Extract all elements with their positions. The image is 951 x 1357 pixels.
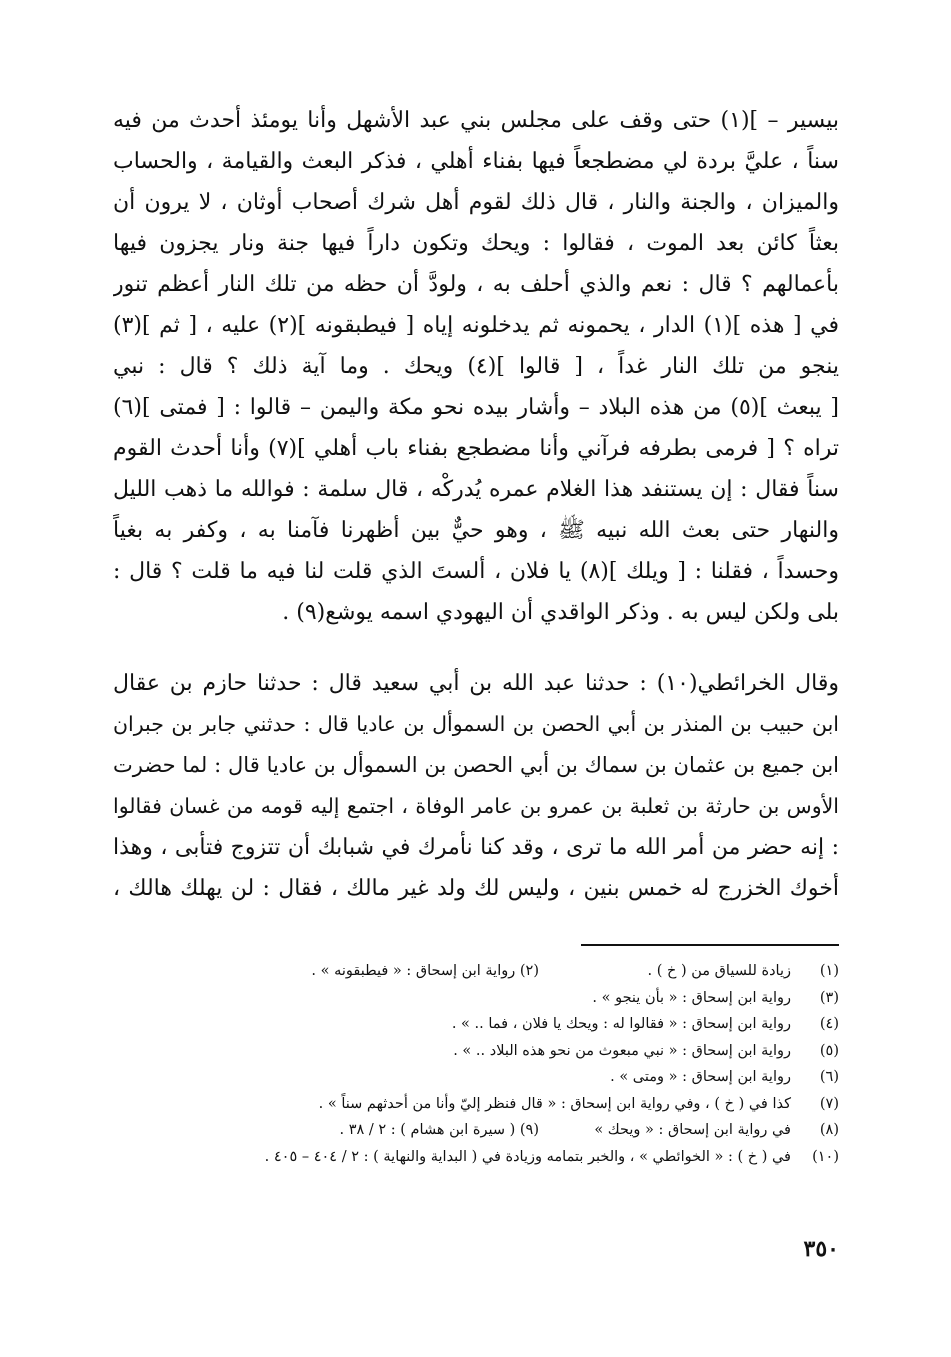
footnote-number: (١): [819, 963, 839, 979]
text-line: سناً ، عليَّ بردة لي مضطجعاً فيها بفناء أهلي ، فذكر البعث والقيامة ، والحساب: [113, 149, 839, 174]
footnote-number: (١٠): [812, 1148, 839, 1165]
footnote-number: (٨): [819, 1122, 839, 1138]
footnote-text: رواية ابن إسحاق : « بأن ينجو » .: [592, 989, 791, 1006]
footnote-text: رواية ابن إسحاق : « نبي مبعوث من نحو هذه البلاد .. » .: [453, 1042, 791, 1059]
footnote-text: رواية ابن إسحاق : « ومتى » .: [610, 1069, 791, 1085]
footnote-number: (٢): [519, 963, 539, 979]
text-line: بعثاً كائن بعد الموت ، فقالوا : ويحك وتكون داراً فيها جنة ونار يجزون فيها: [113, 231, 839, 256]
text-line: تراه ؟ [ فرمى بطرفه فرآني وأنا مضطجع بفناء باب أهلي ](٧) وأنا أحدث القوم: [113, 436, 839, 461]
paragraph-2: [113, 663, 839, 909]
footnote-number: (٥): [819, 1042, 839, 1059]
text-line: : إنه حضر من أمر الله ما ترى ، وقد كنا نأمرك في شبابك أن تتزوج فتأبى ، وهذا: [113, 835, 839, 860]
text-line: [ يبعث ](٥) من هذه البلاد – وأشار بيده نحو مكة واليمن – قالوا : [ فمتى ](٦): [113, 395, 839, 420]
page-number: ٣٥٠: [803, 1236, 839, 1262]
text-line: وقال الخرائطي(١٠) : حدثنا عبد الله بن أبي سعيد قال : حدثنا حازم بن عقال: [113, 671, 839, 696]
text-line: بيسير – ](١) حتى وقف على مجلس بني عبد الأشهل وأنا يومئذ أحدث من فيه: [113, 108, 839, 133]
footnote-2: [311, 958, 539, 985]
footnote-4: [113, 1011, 839, 1038]
footnote-number: (٩): [519, 1122, 539, 1138]
footnote-text: زيادة للسياق من ( خ ) .: [647, 963, 791, 979]
footnote-8: [113, 1117, 839, 1144]
footnote-text: ( سيرة ابن هشام ) : ٢ / ٣٨ .: [339, 1122, 516, 1138]
footnote-7: [113, 1091, 839, 1118]
text-line: بلى ولكن ليس به . وذكر الواقدي أن اليهودي اسمه يوشع(٩) .: [282, 600, 839, 625]
footnote-3: [113, 985, 839, 1012]
footnote-text: في ( خ ) : « الخوائطي » ، والخبر بتمامه وزيادة في ( البداية والنهاية ) : ٢ / ٤٠٤ – ٤٠٥ .: [264, 1148, 791, 1165]
footnote-5: [113, 1038, 839, 1065]
text-line: في [ هذه ](١) الدار ، يحمونه ثم يدخلونه إياه [ فيطبقونه ](٢) عليه ، [ ثم ](٣): [113, 313, 839, 338]
text-line: والنهار حتى بعث الله نبيه ﷺ ، وهو حيٌّ بين أظهرنا فآمنا به ، وكفر به بغياً: [113, 518, 839, 543]
text-line: ينجو من تلك النار غداً ، [ قالوا ](٤) ويحك . وما آية ذلك ؟ قال : نبي: [113, 354, 839, 379]
footnote-number: (٧): [819, 1095, 839, 1112]
footnote-number: (٦): [819, 1069, 839, 1085]
footnote-text: رواية ابن إسحاق : « فيطبقونه » .: [311, 963, 516, 979]
text-line: أخوك الخزرج له خمس بنين ، وليس لك ولد غير مالك ، فقال : لن يهلك هالك ،: [113, 876, 839, 901]
text-line: الأوس بن حارثة بن ثعلبة بن عمرو بن عامر الوفاة ، اجتمع إليه قومه من غسان فقالوا: [113, 794, 839, 818]
footnote-6: [113, 1064, 839, 1091]
footnote-text: كذا في ( خ ) ، وفي رواية ابن إسحاق : « قال فنظر إليّ وأنا من أحدثهم سناً » .: [318, 1095, 791, 1112]
text-line: وحسداً ، فقلنا : [ ويلك ](٨) يا فلان ، ألستَ الذي قلت لنا فيه ما قلت ؟ قال :: [113, 559, 839, 584]
footnote-text: رواية ابن إسحاق : « فقالوا له : ويحك يا فلان ، فما .. » .: [451, 1016, 791, 1032]
footnote-text: في رواية ابن إسحاق : « ويحك »: [594, 1122, 791, 1138]
text-line: بأعمالهم ؟ قال : نعم والذي أحلف به ، ولودَّ أن حظه من تلك النار أعظم تنور: [113, 272, 839, 297]
footnote-number: (٣): [819, 989, 839, 1006]
footnote-1: [113, 958, 839, 985]
footnote-9: [339, 1117, 539, 1144]
footnote-separator: [581, 944, 839, 946]
paragraph-1: [113, 100, 839, 633]
footnote-10: [113, 1144, 839, 1171]
text-line: سناً فقال : إن يستنفد هذا الغلام عمره يُدركْه ، قال سلمة : فوالله ما ذهب الليل: [113, 477, 839, 502]
footnotes: [113, 958, 839, 1170]
text-line: والميزان ، والجنة والنار ، قال ذلك لقوم أهل شرك أصحاب أوثان ، لا يرون أن: [113, 190, 839, 215]
text-line: ابن جميع بن عثمان بن سماك بن أبي الحصن بن السموأل بن عاديا قال : لما حضرت: [113, 753, 839, 777]
footnote-number: (٤): [819, 1016, 839, 1032]
text-line: ابن حبيب بن المنذر بن أبي الحصن بن السموأل بن عاديا قال : حدثني جابر بن جبران: [113, 712, 839, 736]
